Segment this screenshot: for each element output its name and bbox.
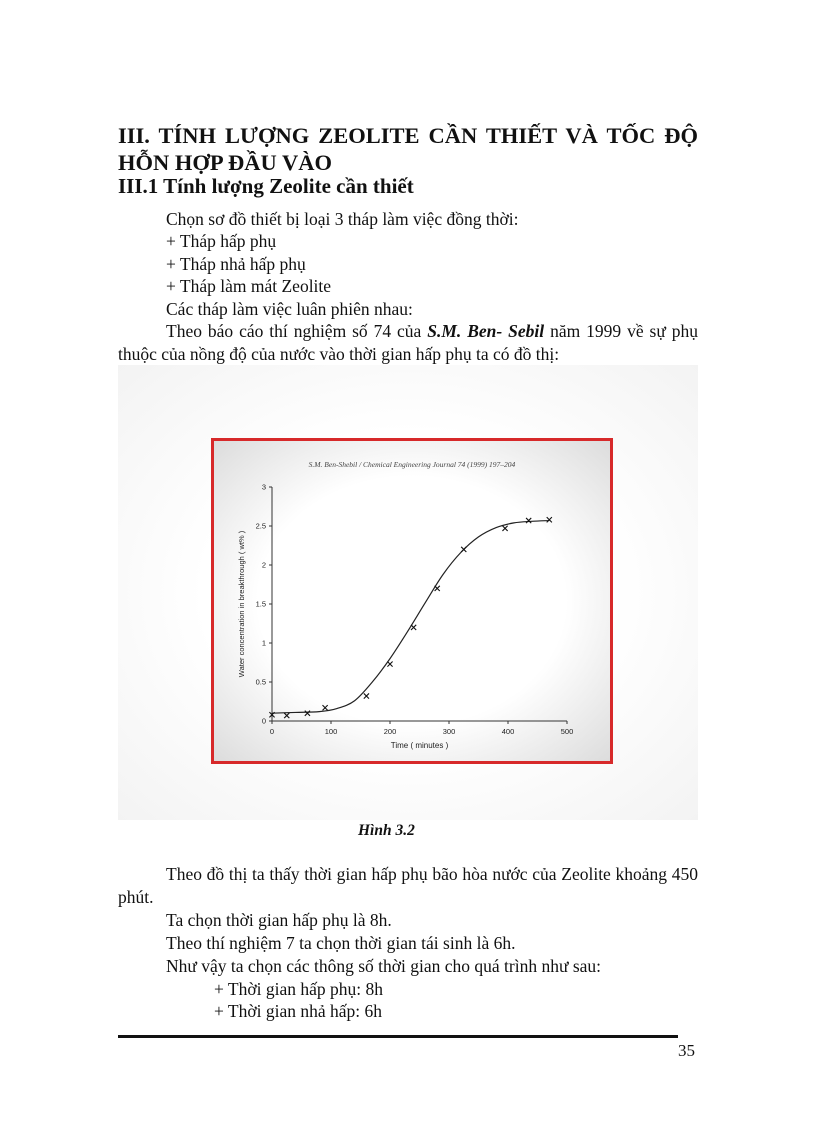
x-tick-label: 0 — [269, 727, 275, 736]
subsection-heading: III.1 Tính lượng Zeolite cần thiết — [118, 174, 414, 198]
data-point-marker — [387, 661, 392, 666]
list-item-adsorption-time: + Thời gian hấp phụ: 8h — [214, 979, 383, 999]
reference-text-after: năm 1999 về sự phụ thuộc của nồng độ của nước vào thời gian hấp phụ ta có đồ thị: — [118, 321, 698, 364]
y-tick-label: 1 — [261, 638, 266, 648]
y-tick-label: 2.5 — [255, 521, 266, 531]
y-tick-label: 2 — [261, 560, 266, 570]
intro-line-2: Các tháp làm việc luân phiên nhau: — [166, 299, 413, 319]
conclusion-line-4: Như vậy ta chọn các thông số thời gian cho quá trình như sau: — [166, 956, 602, 976]
list-item-cooling-tower: + Tháp làm mát Zeolite — [166, 276, 332, 296]
breakthrough-chart — [214, 441, 610, 761]
data-point-marker — [364, 693, 369, 698]
data-markers — [269, 517, 552, 718]
y-tick-label: 0.5 — [255, 677, 266, 687]
reference-paragraph — [118, 320, 698, 366]
list-item-adsorption-tower: + Tháp hấp phụ — [166, 231, 277, 251]
chart-frame — [211, 438, 613, 764]
y-tick-label: 0 — [261, 716, 266, 726]
page-number: 35 — [678, 1041, 695, 1060]
x-axis-label: Time ( minutes ) — [390, 741, 449, 750]
data-point-marker — [502, 526, 507, 531]
conclusion-text: Theo đồ thị ta thấy thời gian hấp phụ bão hòa nước của Zeolite khoảng 450 phút. — [118, 864, 698, 907]
y-tick-label: 1.5 — [255, 599, 266, 609]
fitted-curve — [272, 521, 549, 714]
intro-line: Chọn sơ đồ thiết bị loại 3 tháp làm việc đồng thời: — [166, 209, 519, 229]
data-point-marker — [435, 586, 440, 591]
y-axis-label: Water concentration in breakthrough ( wt% ) — [237, 530, 246, 678]
data-point-marker — [461, 547, 466, 552]
conclusion-line-2: Ta chọn thời gian hấp phụ là 8h. — [166, 910, 392, 930]
data-point-marker — [323, 705, 328, 710]
list-item-desorption-tower: + Tháp nhả hấp phụ — [166, 254, 306, 274]
chart-title: S.M. Ben-Shebil / Chemical Engineering Journal 74 (1999) 197–204 — [308, 460, 516, 469]
data-point-marker — [305, 711, 310, 716]
data-point-marker — [411, 625, 416, 630]
conclusion-line-3: Theo thí nghiệm 7 ta chọn thời gian tái sinh là 6h. — [166, 933, 516, 953]
data-point-marker — [547, 517, 552, 522]
reference-author: S.M. Ben- Sebil — [427, 321, 545, 341]
figure-caption: Hình 3.2 — [358, 822, 415, 839]
data-point-marker — [284, 713, 289, 718]
section-heading: III. TÍNH LƯỢNG ZEOLITE CẦN THIẾT VÀ TỐC ĐỘ HỖN HỢP ĐẦU VÀO — [118, 123, 698, 175]
x-tick-label: 400 — [501, 727, 515, 736]
chart-ticks — [256, 483, 574, 737]
y-tick-label: 3 — [261, 482, 266, 492]
x-tick-label: 100 — [324, 727, 338, 736]
data-point-marker — [526, 518, 531, 523]
x-tick-label: 200 — [383, 727, 397, 736]
footer-rule — [118, 1035, 678, 1038]
reference-text-before: Theo báo cáo thí nghiệm số 74 của — [166, 321, 428, 341]
conclusion-paragraph — [118, 863, 698, 909]
x-tick-label: 300 — [442, 727, 456, 736]
list-item-desorption-time: + Thời gian nhả hấp: 6h — [214, 1001, 383, 1021]
x-tick-label: 500 — [560, 727, 574, 736]
